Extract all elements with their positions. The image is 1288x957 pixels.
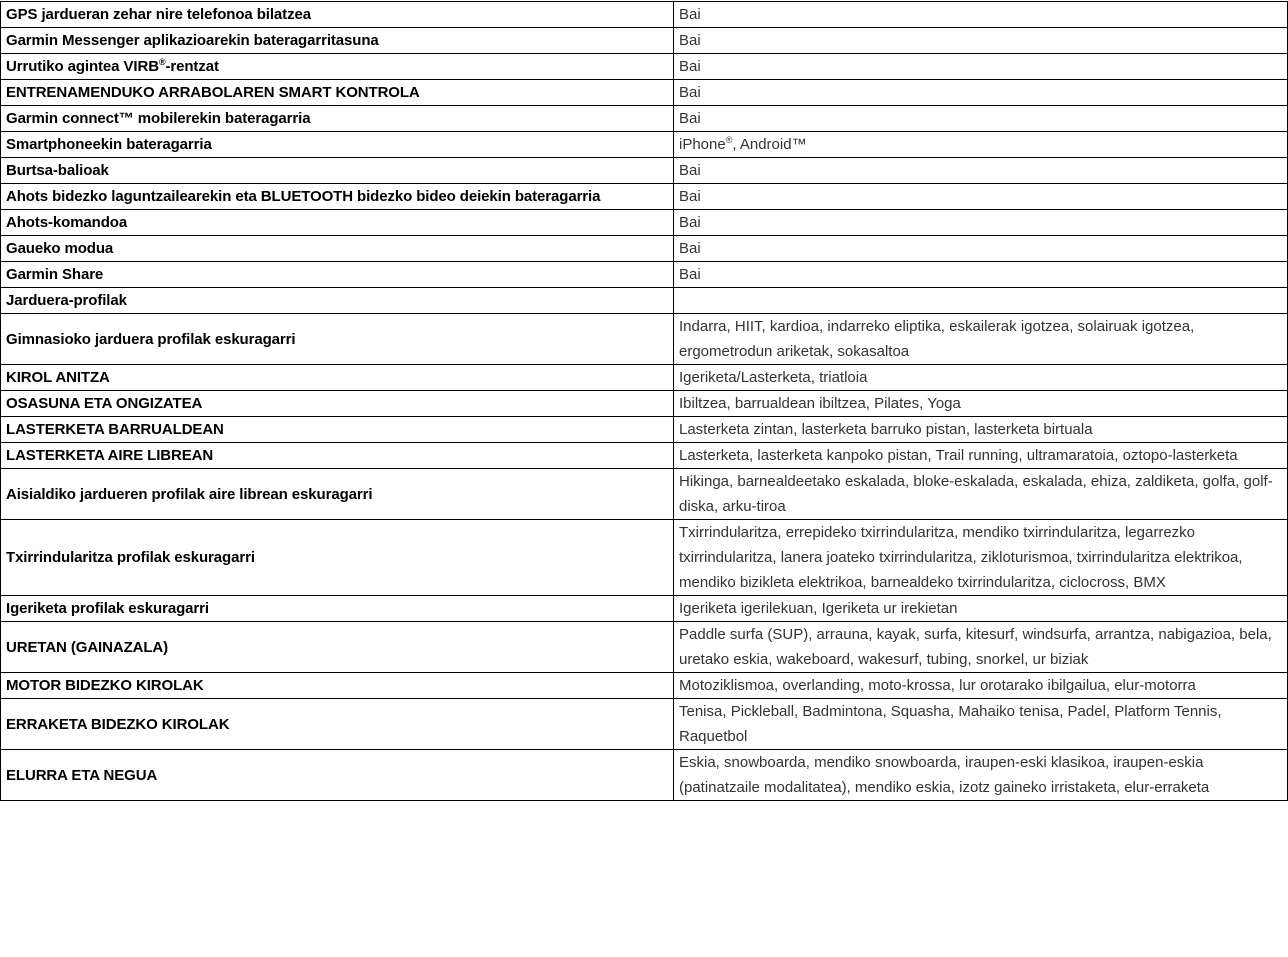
table-row [1, 469, 1288, 520]
table-row [1, 417, 1288, 443]
table-row [1, 699, 1288, 750]
spec-label: Urrutiko agintea VIRB®-rentzat [1, 54, 674, 80]
table-row [1, 391, 1288, 417]
spec-label: MOTOR BIDEZKO KIROLAK [1, 673, 674, 699]
spec-value [674, 288, 1288, 314]
table-row [1, 314, 1288, 365]
table-row [1, 673, 1288, 699]
spec-label: KIROL ANITZA [1, 365, 674, 391]
table-row [1, 288, 1288, 314]
spec-label: ENTRENAMENDUKO ARRABOLAREN SMART KONTROLA [1, 80, 674, 106]
spec-value: Ibiltzea, barrualdean ibiltzea, Pilates, Yoga [674, 391, 1288, 417]
table-row [1, 210, 1288, 236]
spec-label: Txirrindularitza profilak eskuragarri [1, 520, 674, 596]
table-row [1, 262, 1288, 288]
table-row [1, 2, 1288, 28]
table-row [1, 132, 1288, 158]
spec-value: iPhone®, Android™ [674, 132, 1288, 158]
table-row [1, 622, 1288, 673]
spec-value: Igeriketa igerilekuan, Igeriketa ur irekietan [674, 596, 1288, 622]
spec-label: Burtsa-balioak [1, 158, 674, 184]
table-row [1, 184, 1288, 210]
spec-label: LASTERKETA BARRUALDEAN [1, 417, 674, 443]
table-row [1, 28, 1288, 54]
table-row [1, 106, 1288, 132]
spec-label: URETAN (GAINAZALA) [1, 622, 674, 673]
spec-value: Bai [674, 236, 1288, 262]
spec-label: Ahots bidezko laguntzailearekin eta BLUETOOTH bidezko bideo deiekin bateragarria [1, 184, 674, 210]
table-row [1, 54, 1288, 80]
spec-label: Jarduera-profilak [1, 288, 674, 314]
table-row [1, 80, 1288, 106]
spec-value: Motoziklismoa, overlanding, moto-krossa, lur orotarako ibilgailua, elur-motorra [674, 673, 1288, 699]
spec-value: Eskia, snowboarda, mendiko snowboarda, iraupen-eski klasikoa, iraupen-eskia (patinatzaile modalitatea), mendiko eskia, izotz gaineko irristaketa, elur-erraketa [674, 750, 1288, 801]
spec-label: ELURRA ETA NEGUA [1, 750, 674, 801]
spec-label: Gaueko modua [1, 236, 674, 262]
spec-label: Smartphoneekin bateragarria [1, 132, 674, 158]
spec-label: Aisialdiko jardueren profilak aire librean eskuragarri [1, 469, 674, 520]
spec-label: ERRAKETA BIDEZKO KIROLAK [1, 699, 674, 750]
table-row [1, 520, 1288, 596]
spec-label: Gimnasioko jarduera profilak eskuragarri [1, 314, 674, 365]
spec-label: Garmin Messenger aplikazioarekin bateragarritasuna [1, 28, 674, 54]
table-row [1, 158, 1288, 184]
spec-value: Lasterketa zintan, lasterketa barruko pistan, lasterketa birtuala [674, 417, 1288, 443]
spec-label: Garmin connect™ mobilerekin bateragarria [1, 106, 674, 132]
spec-label: Igeriketa profilak eskuragarri [1, 596, 674, 622]
spec-label: Garmin Share [1, 262, 674, 288]
table-row [1, 365, 1288, 391]
spec-value: Bai [674, 184, 1288, 210]
specs-table [0, 1, 1288, 801]
spec-value: Bai [674, 262, 1288, 288]
spec-label: Ahots-komandoa [1, 210, 674, 236]
spec-label: LASTERKETA AIRE LIBREAN [1, 443, 674, 469]
spec-value: Hikinga, barnealdeetako eskalada, bloke-eskalada, eskalada, ehiza, zaldiketa, golfa, golf-diska, arku-tiroa [674, 469, 1288, 520]
table-row [1, 443, 1288, 469]
spec-value: Bai [674, 54, 1288, 80]
spec-value: Tenisa, Pickleball, Badmintona, Squasha, Mahaiko tenisa, Padel, Platform Tennis, Raquetbol [674, 699, 1288, 750]
table-row [1, 236, 1288, 262]
spec-value: Bai [674, 28, 1288, 54]
spec-value: Paddle surfa (SUP), arrauna, kayak, surfa, kitesurf, windsurfa, arrantza, nabigazioa, bela, uretako eskia, wakeboard, wakesurf, tubing, snorkel, ur biziak [674, 622, 1288, 673]
table-row [1, 750, 1288, 801]
spec-value: Igeriketa/Lasterketa, triatloia [674, 365, 1288, 391]
spec-value: Indarra, HIIT, kardioa, indarreko eliptika, eskailerak igotzea, solairuak igotzea, ergometrodun ariketak, sokasaltoa [674, 314, 1288, 365]
spec-value: Bai [674, 2, 1288, 28]
spec-value: Bai [674, 106, 1288, 132]
spec-label: OSASUNA ETA ONGIZATEA [1, 391, 674, 417]
spec-value: Bai [674, 210, 1288, 236]
spec-value: Bai [674, 80, 1288, 106]
spec-value: Lasterketa, lasterketa kanpoko pistan, Trail running, ultramaratoia, oztopo-lasterketa [674, 443, 1288, 469]
spec-value: Txirrindularitza, errepideko txirrindularitza, mendiko txirrindularitza, legarrezko txirrindularitza, lanera joateko txirrindularitza, zikloturismoa, txirrindularitza elektrikoa, mendiko bizikleta elektrikoa, barnealdeko txirrindularitza, ciclocross, BMX [674, 520, 1288, 596]
spec-label: GPS jardueran zehar nire telefonoa bilatzea [1, 2, 674, 28]
table-row [1, 596, 1288, 622]
spec-value: Bai [674, 158, 1288, 184]
